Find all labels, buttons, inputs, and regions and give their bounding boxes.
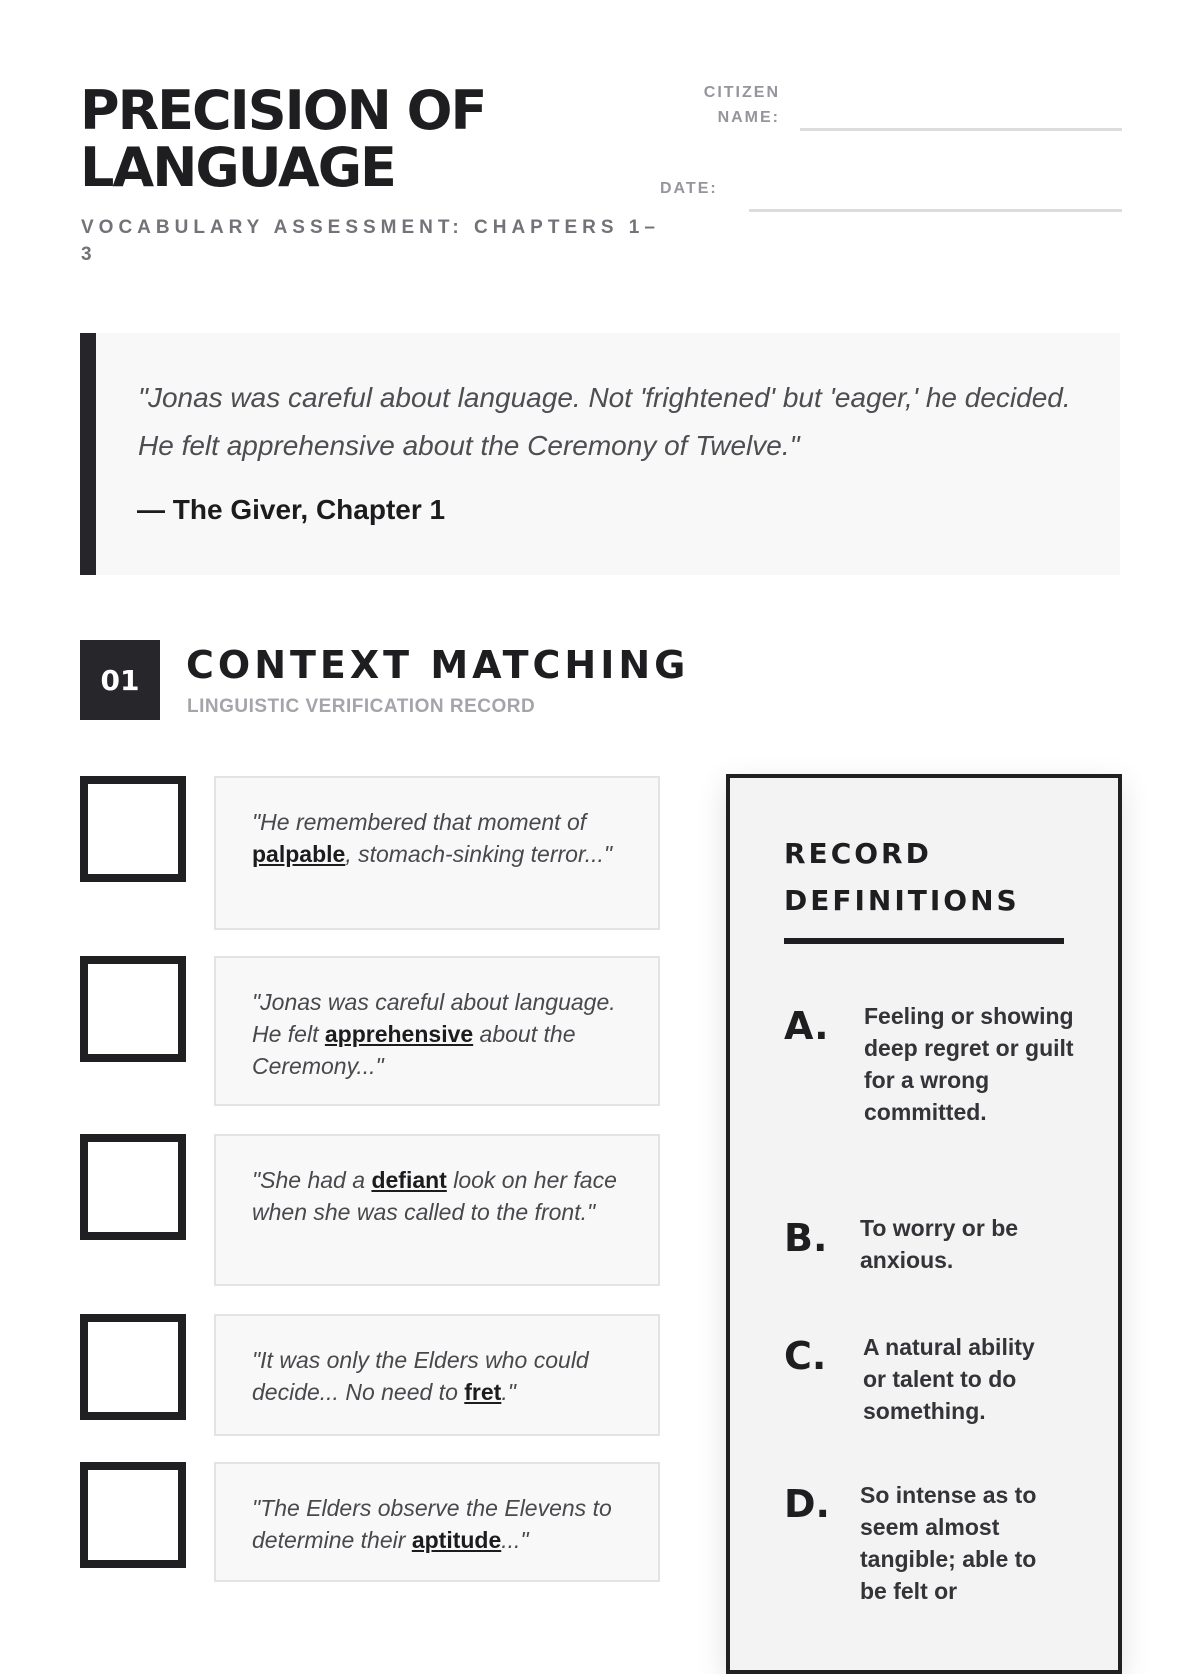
answer-box-1[interactable] — [80, 776, 186, 882]
section-subtitle: LINGUISTIC VERIFICATION RECORD — [187, 696, 536, 717]
date-field[interactable] — [749, 209, 1122, 212]
definition-text: A natural ability or talent to do something. — [863, 1334, 1035, 1424]
definition-text: To worry or be anxious. — [860, 1215, 1019, 1273]
page-subtitle: VOCABULARY ASSESSMENT: CHAPTERS 1–3 — [81, 217, 660, 265]
sentence-card: "It was only the Elders who could decide... No need to fret." — [214, 1314, 660, 1436]
answer-box-3[interactable] — [80, 1134, 186, 1240]
definition-text: Feeling or showing deep regret or guilt for a wrong committed. — [864, 1003, 1074, 1125]
sentence-card: "He remembered that moment of palpable, stomach-sinking terror..." — [214, 776, 660, 930]
definition-letter: C. — [784, 1334, 827, 1378]
definition-text: So intense as to seem almost tangible; able to be felt or — [860, 1482, 1037, 1604]
answer-box-5[interactable] — [80, 1462, 186, 1568]
definition-letter: D. — [784, 1482, 830, 1526]
section-number-badge: 01 — [80, 640, 160, 720]
section-title: CONTEXT MATCHING — [186, 643, 690, 687]
vocab-word: defiant — [371, 1167, 447, 1193]
vocab-word: aptitude — [411, 1527, 502, 1553]
sentence-card: "Jonas was careful about language. He felt apprehensive about the Ceremony..." — [214, 956, 660, 1106]
answer-box-2[interactable] — [80, 956, 186, 1062]
definitions-divider — [784, 938, 1064, 944]
vocab-word: palpable — [252, 841, 346, 867]
vocab-word: fret — [464, 1379, 502, 1405]
answer-box-4[interactable] — [80, 1314, 186, 1420]
sentence-card: "The Elders observe the Elevens to determine their aptitude..." — [214, 1462, 660, 1582]
vocab-word: apprehensive — [324, 1021, 474, 1047]
sentence-card: "She had a defiant look on her face when she was called to the front." — [214, 1134, 660, 1286]
date-label: DATE: — [660, 180, 718, 197]
quote-citation: — The Giver, Chapter 1 — [137, 494, 446, 525]
citizen-name-field[interactable] — [800, 128, 1122, 131]
definition-letter: B. — [784, 1216, 828, 1260]
citizen-name-label: CITIZEN NAME: — [703, 84, 780, 126]
quote-text: "Jonas was careful about language. Not 'frightened' but 'eager,' he decided. He felt apprehensive about the Ceremony of Twelve." — [138, 382, 1071, 461]
definitions-title: RECORD DEFINITIONS — [784, 837, 1020, 917]
definition-letter: A. — [784, 1004, 829, 1048]
page-title: PRECISION OF LANGUAGE — [80, 79, 486, 199]
